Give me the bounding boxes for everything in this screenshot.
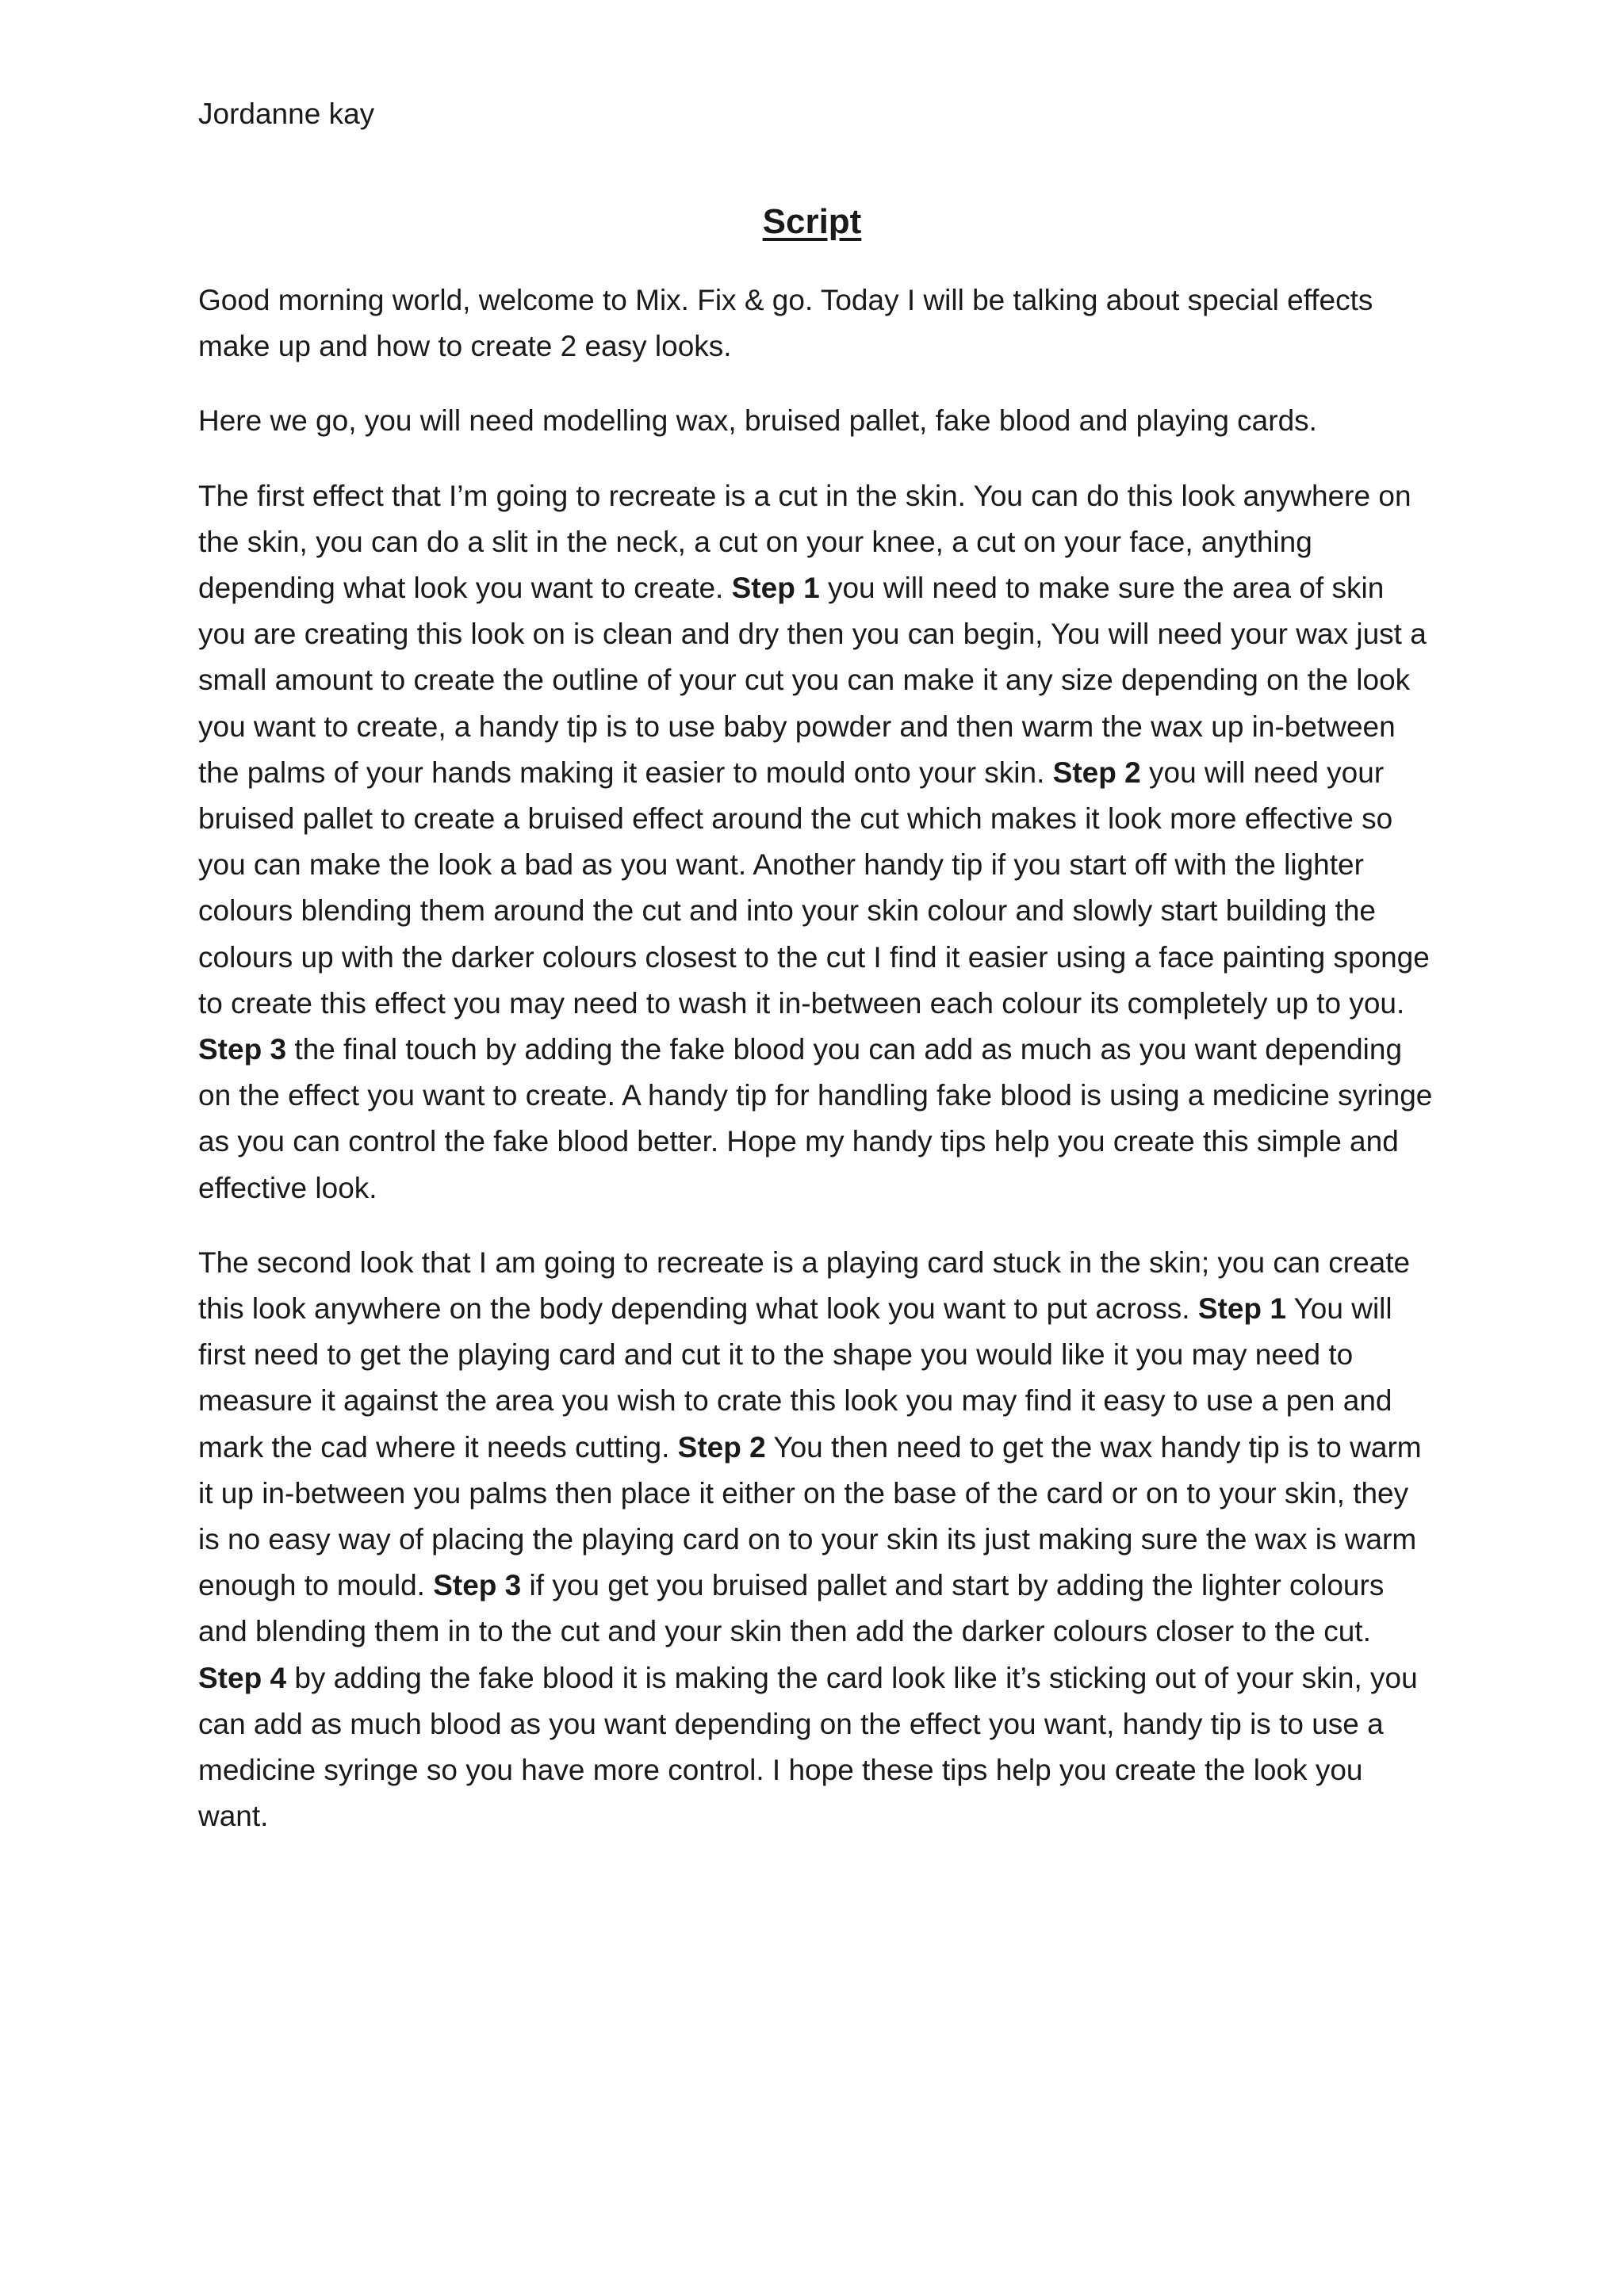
step-label: Step 3 bbox=[198, 1033, 287, 1066]
paragraph-text: if you get you bruised pallet and start by adding the lighter colours and blending them in to the cut and your skin then add the darker colours closer to the cut. bbox=[198, 1569, 1385, 1648]
paragraph-first-look bbox=[198, 473, 1435, 1211]
paragraph-text: by adding the fake blood it is making the card look like it’s sticking out of your skin, you can add as much blood as you want depending on the effect you want, handy tip is to use a medicine syringe so you have more control. I hope these tips help you create the look you want. bbox=[198, 1661, 1418, 1833]
document-body bbox=[198, 277, 1435, 1869]
document-title: Script bbox=[762, 202, 862, 241]
author-name: Jordanne kay bbox=[198, 98, 375, 130]
paragraph-text: You will first need to get the playing card and cut it to the shape you would like it you may need to measure it against the area you wish to crate this look you may find it easy to use a pen and mark the cad where it needs cutting. bbox=[198, 1292, 1392, 1464]
paragraph-text: the final touch by adding the fake blood you can add as much as you want depending on the effect you want to create. A handy tip for handling fake blood is using a medicine syringe as you can control the fake blood better. Hope my handy tips help you create this simple and effective look. bbox=[198, 1033, 1433, 1204]
paragraph-text: you will need to make sure the area of skin you are creating this look on is clean and dry then you can begin, You will need your wax just a small amount to create the outline of your cut you can make it any size depending on the look you want to create, a handy tip is to use baby powder and then warm the wax up in-between the palms of your hands making it easier to mould onto your skin. bbox=[198, 572, 1427, 789]
step-label: Step 3 bbox=[433, 1569, 522, 1602]
paragraph-second-look bbox=[198, 1240, 1435, 1840]
paragraph-text: you will need your bruised pallet to create a bruised effect around the cut which makes it look more effective so you can make the look a bad as you want. Another handy tip if you start off with the lighter colours blending them around the cut and into your skin colour and slowly start building the colours up with the darker colours closest to the cut I find it easier using a face painting sponge to create this effect you may need to wash it in-between each colour its completely up to you. bbox=[198, 756, 1430, 1020]
paragraph-text: The first effect that I’m going to recreate is a cut in the skin. You can do this look anywhere on the skin, you can do a slit in the neck, a cut on your knee, a cut on your face, anything depending what look you want to create. bbox=[198, 479, 1411, 605]
step-label: Step 2 bbox=[1052, 756, 1141, 789]
paragraph-text: You then need to get the wax handy tip is to warm it up in-between you palms then place it either on the base of the card or on to your skin, they is no easy way of placing the playing card on to your skin its just making sure the wax is warm enough to mould. bbox=[198, 1430, 1422, 1602]
step-label: Step 2 bbox=[677, 1430, 766, 1464]
paragraph-materials bbox=[198, 398, 1435, 444]
step-label: Step 4 bbox=[198, 1661, 287, 1694]
step-label: Step 1 bbox=[1197, 1292, 1286, 1326]
paragraph-intro bbox=[198, 277, 1435, 369]
paragraph-text: The second look that I am going to recreate is a playing card stuck in the skin; you can create this look anywhere on the body depending what look you want to put across. bbox=[198, 1246, 1411, 1326]
paragraph-text: Good morning world, welcome to Mix. Fix & go. Today I will be talking about special effects make up and how to create 2 easy looks. bbox=[198, 284, 1373, 363]
step-label: Step 1 bbox=[731, 572, 820, 605]
paragraph-text: Here we go, you will need modelling wax, bruised pallet, fake blood and playing cards. bbox=[198, 404, 1317, 438]
